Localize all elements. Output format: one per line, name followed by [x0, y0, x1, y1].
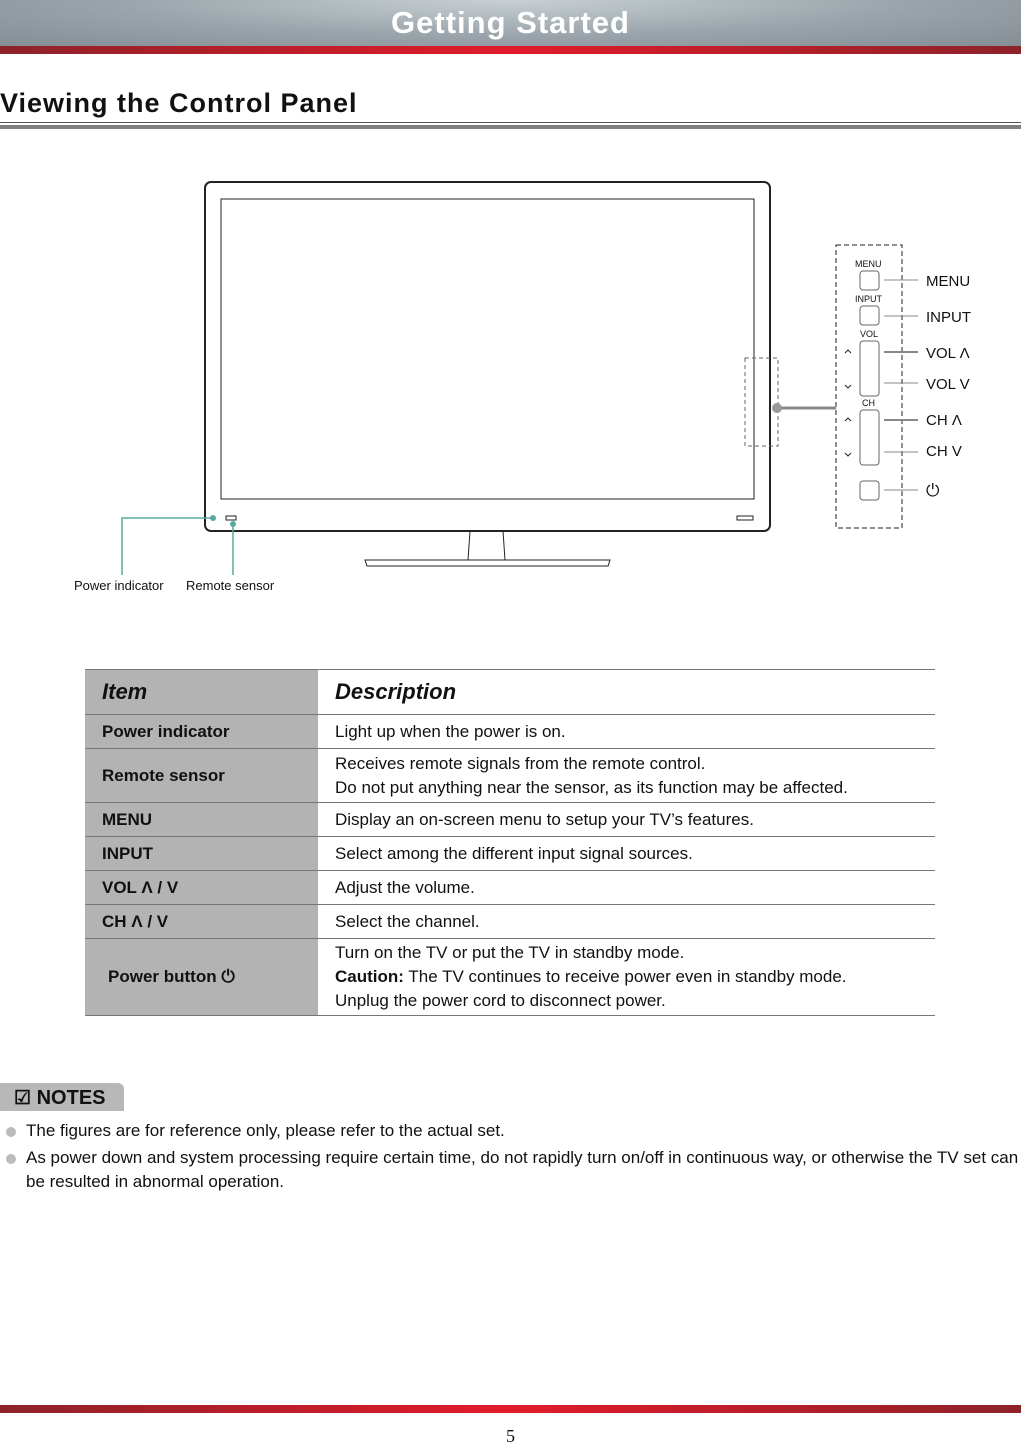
note-item: The figures are for reference only, please refer to the actual set. — [26, 1121, 505, 1140]
panel-input-mini: INPUT — [855, 294, 882, 304]
footer-stripe — [0, 1405, 1021, 1413]
tv-control-panel-diagram — [0, 170, 1021, 610]
checkbox-icon: ☑ — [14, 1088, 32, 1109]
row-desc: Light up when the power is on. — [318, 715, 935, 749]
desc-line: Turn on the TV or put the TV in standby mode. — [335, 943, 685, 962]
panel-vol-mini: VOL — [860, 329, 879, 339]
caution-text: The TV continues to receive power even in standby mode. — [403, 967, 847, 986]
row-item: VOL Λ / V — [85, 871, 318, 905]
callout-vol-up: VOL Λ — [926, 345, 970, 362]
notes-tab — [0, 1083, 124, 1111]
remote-sensor-label: Remote sensor — [186, 578, 275, 593]
header-item: Item — [85, 670, 318, 715]
row-desc: Adjust the volume. — [318, 871, 935, 905]
row-item: INPUT — [85, 837, 318, 871]
tv-screen — [221, 199, 754, 499]
row-desc: Select among the different input signal sources. — [318, 837, 935, 871]
row-item: Power indicator — [85, 715, 318, 749]
callout-ch-up: CH Λ — [926, 412, 962, 429]
panel-ch-mini: CH — [862, 398, 875, 408]
table-row — [85, 939, 935, 1016]
row-item: Power button ⏻ — [85, 939, 318, 1016]
chapter-banner — [0, 0, 1021, 46]
power-indicator-label: Power indicator — [74, 578, 164, 593]
header-description: Description — [318, 670, 935, 715]
row-desc: Display an on-screen menu to setup your TV’s features. — [318, 803, 935, 837]
callout-input: INPUT — [926, 309, 971, 326]
panel-menu-mini: MENU — [855, 259, 882, 269]
table-row — [85, 837, 935, 871]
desc-line: Unplug the power cord to disconnect power. — [335, 991, 666, 1010]
notes-label: NOTES — [36, 1087, 106, 1109]
table-row — [85, 871, 935, 905]
row-item: Remote sensor — [85, 749, 318, 803]
row-item: MENU — [85, 803, 318, 837]
bullet-icon — [6, 1154, 16, 1164]
bullet-icon — [6, 1127, 16, 1137]
page-number: 5 — [506, 1426, 515, 1446]
table-row — [85, 803, 935, 837]
chapter-title: Getting Started — [391, 5, 630, 40]
desc-line — [335, 965, 935, 989]
desc-line: Do not put anything near the sensor, as its function may be affected. — [335, 777, 848, 797]
table-row — [85, 905, 935, 939]
divider — [0, 122, 1021, 123]
callout-vol-down: VOL V — [926, 376, 970, 393]
row-item: CH Λ / V — [85, 905, 318, 939]
callout-ch-down: CH V — [926, 443, 962, 460]
callout-power-icon: ⏻ — [926, 481, 940, 500]
row-desc — [318, 939, 935, 1016]
desc-line: Receives remote signals from the remote control. — [335, 753, 706, 773]
table-header — [85, 670, 935, 715]
section-title: Viewing the Control Panel — [0, 88, 358, 118]
control-table — [85, 669, 935, 1016]
table-row — [85, 749, 935, 803]
divider — [0, 125, 1021, 129]
row-desc — [318, 749, 935, 803]
callout-menu: MENU — [926, 273, 971, 290]
row-desc: Select the channel. — [318, 905, 935, 939]
tv-bezel — [205, 182, 770, 531]
tv-stand — [365, 531, 610, 566]
banner-stripe — [0, 46, 1021, 54]
note-item: As power down and system processing require certain time, do not rapidly turn on/off in continuous way, or otherwise the TV set can be resulted in abnormal operation. — [26, 1148, 1019, 1191]
caution-label: Caution: — [335, 967, 404, 986]
table-row — [85, 715, 935, 749]
